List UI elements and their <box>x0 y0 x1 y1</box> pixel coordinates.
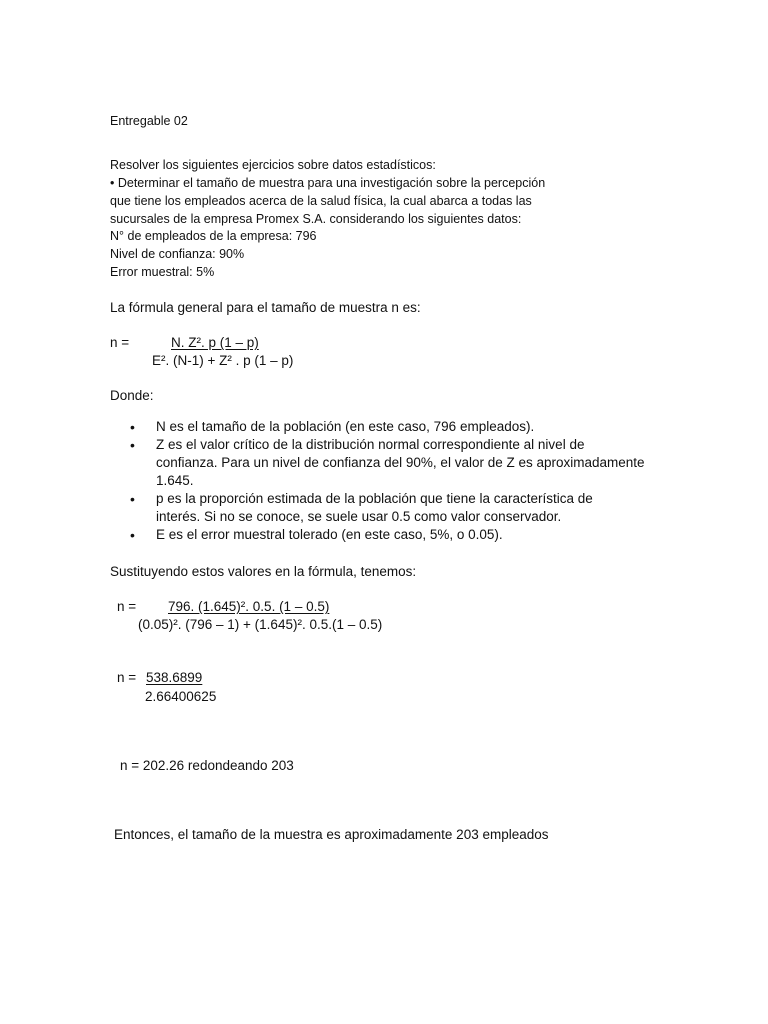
step2-denominator: 2.66400625 <box>145 689 217 704</box>
document-title: Entregable 02 <box>110 114 188 128</box>
definition-line: interés. Si no se conoce, se suele usar 0.5 como valor conservador. <box>156 509 562 524</box>
intro-line: que tiene los empleados acerca de la salud física, la cual abarca a todas las <box>110 194 532 208</box>
formula-numerator: N. Z². p (1 – p) <box>171 335 259 350</box>
list-item <box>110 526 670 544</box>
definition-line: • p es la proporción estimada de la población que tiene la característica de <box>156 491 593 506</box>
definition-line: • E es el error muestral tolerado (en este caso, 5%, o 0.05). <box>156 527 503 542</box>
intro-line: Resolver los siguientes ejercicios sobre datos estadísticos: <box>110 158 436 172</box>
substituted-lhs: n = <box>117 599 137 614</box>
definition-line: confianza. Para un nivel de confianza del 90%, el valor de Z es aproximadamente <box>156 455 645 470</box>
step2-numerator: 538.6899 <box>146 670 203 685</box>
intro-line: Nivel de confianza: 90% <box>110 247 245 261</box>
substituted-numerator: 796. (1.645)². 0.5. (1 – 0.5) <box>168 599 330 614</box>
definition-line: 1.645. <box>156 473 194 488</box>
result-line: n = 202.26 redondeando 203 <box>120 758 294 773</box>
substituted-denominator: (0.05)². (796 – 1) + (1.645)². 0.5.(1 – 0.5) <box>138 617 383 632</box>
conclusion: Entonces, el tamaño de la muestra es aproximadamente 203 empleados <box>114 827 549 842</box>
definitions-list <box>110 418 670 544</box>
formula-intro: La fórmula general para el tamaño de muestra n es: <box>110 300 421 315</box>
formula-lhs: n = <box>110 335 130 350</box>
donde-label: Donde: <box>110 388 154 403</box>
formula-denominator: E². (N-1) + Z² . p (1 – p) <box>152 353 294 368</box>
definition-line: • N es el tamaño de la población (en este caso, 796 empleados). <box>156 419 535 434</box>
intro-line: sucursales de la empresa Promex S.A. considerando los siguientes datos: <box>110 212 522 226</box>
list-item <box>110 436 670 490</box>
substitution-intro: Sustituyendo estos valores en la fórmula, tenemos: <box>110 564 417 579</box>
intro-line: Error muestral: 5% <box>110 265 215 279</box>
list-item <box>110 418 670 436</box>
definition-line: • Z es el valor crítico de la distribución normal correspondiente al nivel de <box>156 437 585 452</box>
list-item <box>110 490 670 526</box>
step2-lhs: n = <box>117 670 137 685</box>
intro-line: N° de empleados de la empresa: 796 <box>110 229 317 243</box>
intro-line: • Determinar el tamaño de muestra para una investigación sobre la percepción <box>110 176 546 190</box>
